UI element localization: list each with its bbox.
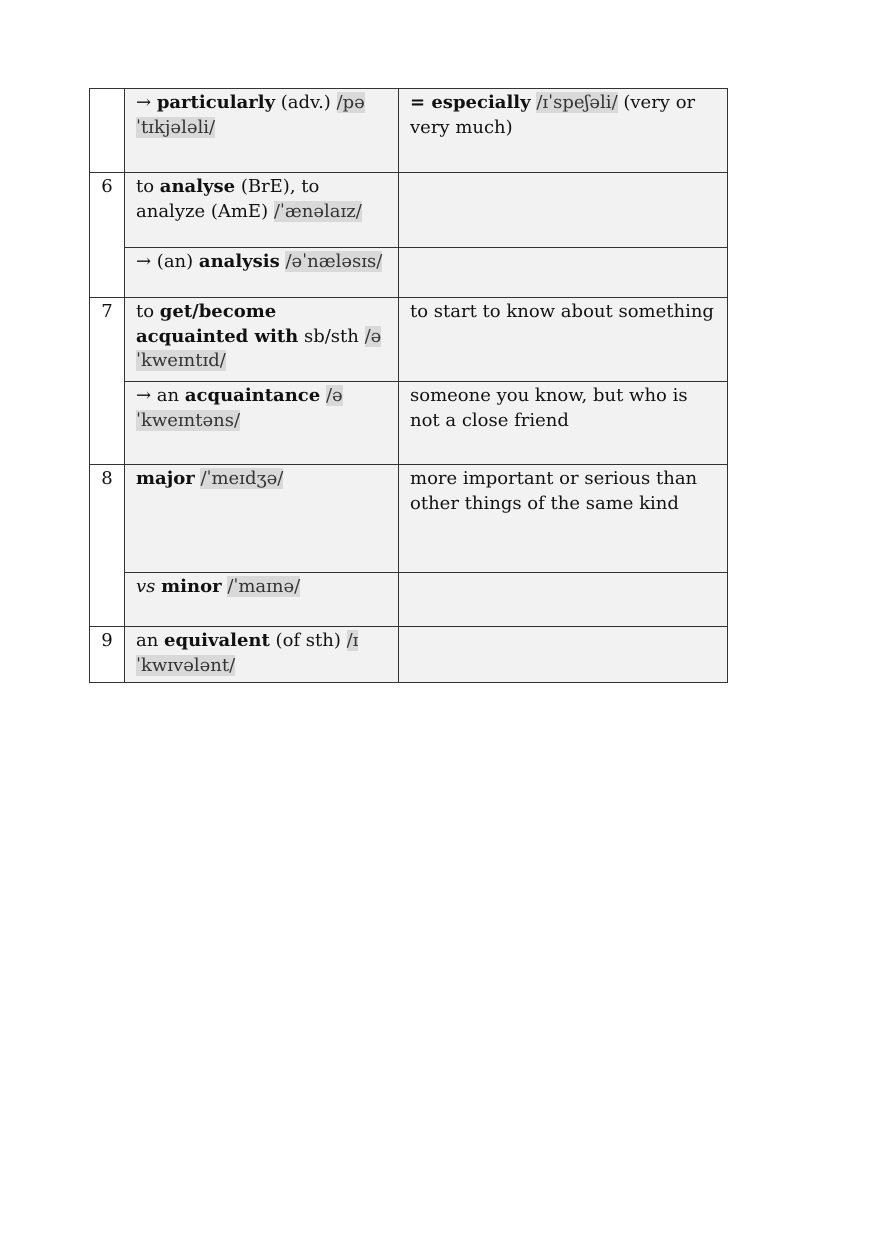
term-cell bbox=[125, 89, 399, 173]
row-number: 7 bbox=[90, 298, 125, 465]
equals-sign: = bbox=[410, 92, 432, 113]
table-row bbox=[90, 465, 728, 573]
term-prefix: → an bbox=[136, 385, 185, 406]
term-word: major bbox=[136, 468, 195, 489]
term-ipa: /əˈkweɪntəns/ bbox=[136, 385, 343, 431]
term-cell bbox=[125, 382, 399, 465]
definition-cell bbox=[399, 573, 728, 627]
term-ipa: /ɪˈkwɪvələnt/ bbox=[136, 630, 359, 676]
term-word: get/become acquainted with bbox=[136, 301, 299, 347]
synonym-word: especially bbox=[431, 92, 531, 113]
table-row bbox=[90, 382, 728, 465]
table-row bbox=[90, 173, 728, 248]
term-cell bbox=[125, 298, 399, 382]
term-word: particularly bbox=[156, 92, 276, 113]
row-number: 6 bbox=[90, 173, 125, 298]
term-cell bbox=[125, 173, 399, 248]
term-cell bbox=[125, 248, 399, 298]
term-ipa: /pəˈtɪkjələli/ bbox=[136, 92, 365, 138]
definition-cell: to start to know about something bbox=[399, 298, 728, 382]
definition-cell bbox=[399, 248, 728, 298]
table-row bbox=[90, 89, 728, 173]
term-variant: (BrE), to analyze (AmE) bbox=[136, 176, 320, 222]
definition-cell: more important or serious than other things of the same kind bbox=[399, 465, 728, 573]
term-word: analyse bbox=[159, 176, 236, 197]
row-number bbox=[90, 89, 125, 173]
definition-cell bbox=[399, 173, 728, 248]
table-row bbox=[90, 248, 728, 298]
term-word: analysis bbox=[198, 251, 280, 272]
term-cell bbox=[125, 627, 399, 683]
term-prefix: to bbox=[136, 176, 160, 197]
row-number: 9 bbox=[90, 627, 125, 683]
term-word: acquaintance bbox=[184, 385, 321, 406]
table-row bbox=[90, 573, 728, 627]
synonym-ipa: /ɪˈspeʃəli/ bbox=[536, 92, 618, 113]
term-ipa: /ˈmaɪnə/ bbox=[227, 576, 301, 597]
arrow-icon: → bbox=[136, 92, 157, 113]
term-cell bbox=[125, 465, 399, 573]
row-number: 8 bbox=[90, 465, 125, 627]
term-word: equivalent bbox=[164, 630, 270, 651]
term-prefix: an bbox=[136, 630, 165, 651]
definition-cell bbox=[399, 89, 728, 173]
table-row bbox=[90, 627, 728, 683]
term-ipa: /ˈmeɪdʒə/ bbox=[200, 468, 284, 489]
term-prefix: → (an) bbox=[136, 251, 199, 272]
term-ipa: /əˈkweɪntɪd/ bbox=[136, 325, 382, 371]
term-word: minor bbox=[161, 576, 222, 597]
definition-cell: someone you know, but who is not a close friend bbox=[399, 382, 728, 465]
term-object: (of sth) bbox=[269, 630, 347, 651]
term-cell bbox=[125, 573, 399, 627]
versus-label: vs bbox=[136, 576, 156, 597]
term-prefix: to bbox=[136, 301, 160, 322]
term-ipa: /ˈænəlaɪz/ bbox=[273, 200, 362, 222]
table-row bbox=[90, 298, 728, 382]
term-ipa: /əˈnæləsɪs/ bbox=[285, 251, 383, 272]
term-pos: (adv.) bbox=[275, 92, 337, 113]
definition-cell bbox=[399, 627, 728, 683]
term-object: sb/sth bbox=[298, 325, 365, 347]
definition-text: (very or very much) bbox=[410, 92, 696, 138]
vocabulary-table bbox=[89, 88, 728, 683]
